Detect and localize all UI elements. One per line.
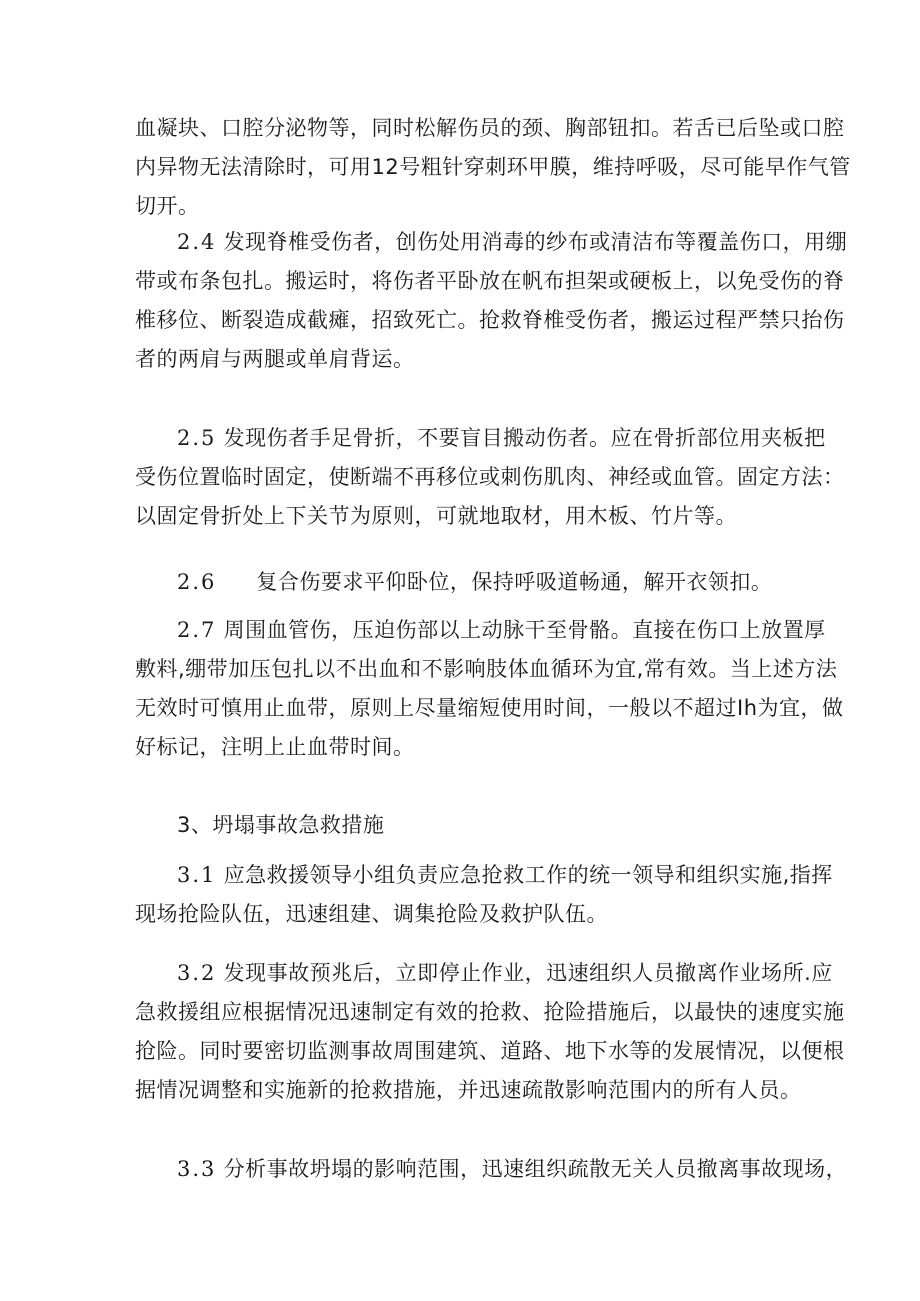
section-number: 2.4 (177, 230, 217, 254)
text-line: 急救援组应根据情况迅速制定有效的抢救、抢险措施后，以最快的速度实施 (135, 1000, 845, 1024)
text-line: 抢险。同时要密切监测事故周围建筑、道路、地下水等的发展情况，以便根 (135, 1039, 845, 1063)
text-segment: 发现伤者手足骨折，不要盲目搬动伤者。应在骨折部位用夹板把 (216, 426, 826, 450)
text-line-first (135, 1150, 848, 1189)
text-line: 带或布条包扎。搬运时，将伤者平卧放在帆布担架或硬板上，以免受伤的脊 (135, 269, 845, 293)
paragraph-3-1 (135, 856, 833, 934)
paragraph-2-6 (135, 563, 795, 602)
text-segment: 周围血管伤，压迫伤部以上动脉干至骨骼。直接在伤口上放置厚 (216, 618, 826, 642)
text-line: 以固定骨折处上下关节为原则，可就地取材，用木板、竹片等。 (135, 504, 737, 528)
text-line-first (135, 856, 833, 895)
text-line: 椎移位、断裂造成截瘫，招致死亡。抢救脊椎受伤者，搬运过程严禁只抬伤 (135, 308, 845, 332)
text-line: 者的两肩与两腿或单肩背运。 (135, 347, 415, 371)
text-line: 内异物无法清除时，可用12号粗针穿刺环甲膜，维持呼吸，尽可能早作气管 (135, 155, 851, 179)
text-line: 据情况调整和实施新的抢救措施，并迅速疏散影响范围内的所有人员。 (135, 1078, 802, 1102)
section-number: 2.5 (177, 426, 217, 450)
heading-text: 3、坍塌事故急救措施 (177, 813, 385, 837)
text-segment: 应急救援领导小组负责应急抢救工作的统一领导和组织实施,指挥 (216, 863, 833, 887)
text-line-first (135, 223, 848, 262)
text-line: 血凝块、口腔分泌物等，同时松解伤员的颈、胸部钮扣。若舌已后坠或口腔 (135, 116, 845, 140)
text-line: 受伤位置临时固定，使断端不再移位或刺伤肌肉、神经或血管。固定方法： (135, 465, 845, 489)
paragraph-2-7 (135, 611, 844, 767)
text-segment: 发现事故预兆后，立即停止作业，迅速组织人员撤离作业场所.应 (216, 961, 833, 985)
section-number: 3.3 (177, 1157, 217, 1181)
section-number: 3.1 (177, 863, 217, 887)
paragraph-3-3 (135, 1150, 848, 1189)
text-line-first (135, 954, 833, 993)
text-line: 好标记，注明上止血带时间。 (135, 735, 415, 759)
section-heading-3 (135, 806, 795, 845)
text-segment: 复合伤要求平仰卧位，保持呼吸道畅通，解开衣领扣。 (256, 570, 773, 594)
section-number: 3.2 (177, 961, 217, 985)
text-line-first (135, 611, 826, 650)
section-number: 2.7 (177, 618, 217, 642)
text-line-first (135, 563, 795, 602)
text-segment: 分析事故坍塌的影响范围，迅速组织疏散无关人员撤离事故现场， (216, 1157, 848, 1181)
text-segment: 发现脊椎受伤者，创伤处用消毒的纱布或清洁布等覆盖伤口，用绷 (216, 230, 848, 254)
paragraph-2-5 (135, 419, 845, 536)
text-line-first (135, 419, 826, 458)
paragraph-3-2 (135, 954, 845, 1110)
section-number: 2.6 (177, 570, 217, 594)
paragraph-2-4 (135, 223, 848, 379)
text-line: 无效时可慎用止血带，原则上尽量缩短使用时间，一般以不超过Ih为宜，做 (135, 696, 844, 720)
paragraph-airway (135, 109, 851, 226)
text-line: 切开。 (135, 194, 200, 218)
text-line: 现场抢险队伍，迅速组建、调集抢险及救护队伍。 (135, 902, 608, 926)
text-line: 敷料,绷带加压包扎以不出血和不影响肢体血循环为宜,常有效。当上述方法 (135, 657, 838, 681)
